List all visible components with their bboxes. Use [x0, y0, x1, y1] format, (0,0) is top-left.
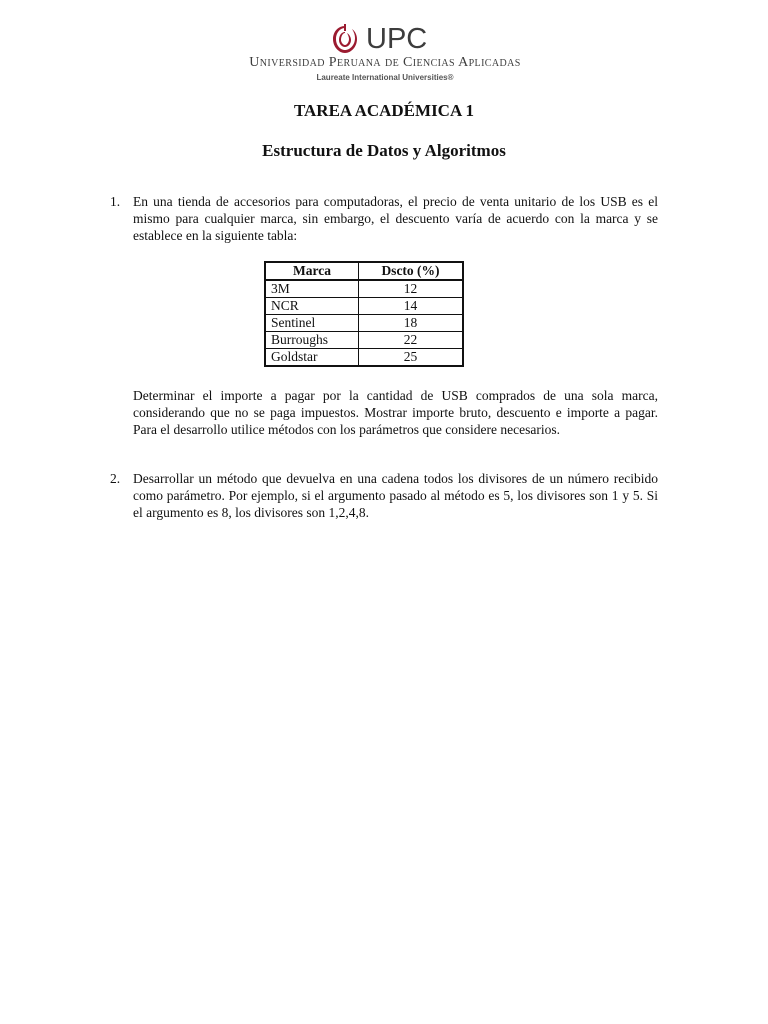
list-item-text: Desarrollar un método que devuelva en una cadena todos los divisores de un número recibido como parámetro. Por ejemplo, si el argumento pasado al método es 5, los divisores son 1 y 5. Si el argumento es 8, los divisores son 1,2,4,8.: [133, 471, 658, 520]
page-title: TAREA ACADÉMICA 1: [293, 101, 475, 120]
list-item-1-continuation: Determinar el importe a pagar por la cantidad de USB comprados de una sola marca, considerando que no se paga impuestos. Mostrar importe bruto, descuento e importe a pagar. Para el desarrollo utilice métodos con los parámetros que considere necesarios.: [133, 388, 658, 437]
table-cell-brand: Sentinel: [265, 315, 359, 332]
table-cell-discount: 18: [359, 315, 464, 332]
list-item-text: En una tienda de accesorios para computadoras, el precio de venta unitario de los USB es el mismo para cualquier marca, sin embargo, el descuento varía de acuerdo con la marca y se establece en la siguiente tabla:: [133, 194, 658, 243]
upc-emblem-icon: [330, 23, 360, 55]
table-row: [265, 298, 463, 315]
logo-brand-text: UPC: [366, 23, 428, 55]
table-header-row: [265, 262, 463, 280]
discount-table: [264, 261, 464, 367]
table-cell-brand: NCR: [265, 298, 359, 315]
list-item-2: [110, 470, 658, 521]
list-item-number: 2.: [110, 471, 121, 486]
logo-top-row: [330, 22, 427, 56]
table-cell-discount: 25: [359, 349, 464, 367]
page-subtitle: Estructura de Datos y Algoritmos: [262, 141, 506, 160]
list-item-1: [110, 193, 658, 244]
table-row: [265, 280, 463, 298]
table-header-cell: Dscto (%): [359, 262, 464, 280]
table-cell-discount: 12: [359, 280, 464, 298]
table-row: [265, 349, 463, 367]
logo-network-name: Laureate International Universities®: [316, 73, 454, 82]
table-row: [265, 315, 463, 332]
list-item-number: 1.: [110, 194, 121, 209]
table-cell-brand: Goldstar: [265, 349, 359, 367]
table-cell-discount: 14: [359, 298, 464, 315]
university-logo: [245, 22, 525, 84]
table-header-cell: Marca: [265, 262, 359, 280]
table-cell-brand: Burroughs: [265, 332, 359, 349]
logo-university-name: Universidad Peruana de Ciencias Aplicadas: [249, 55, 521, 70]
table-cell-discount: 22: [359, 332, 464, 349]
table-row: [265, 332, 463, 349]
table-cell-brand: 3M: [265, 280, 359, 298]
